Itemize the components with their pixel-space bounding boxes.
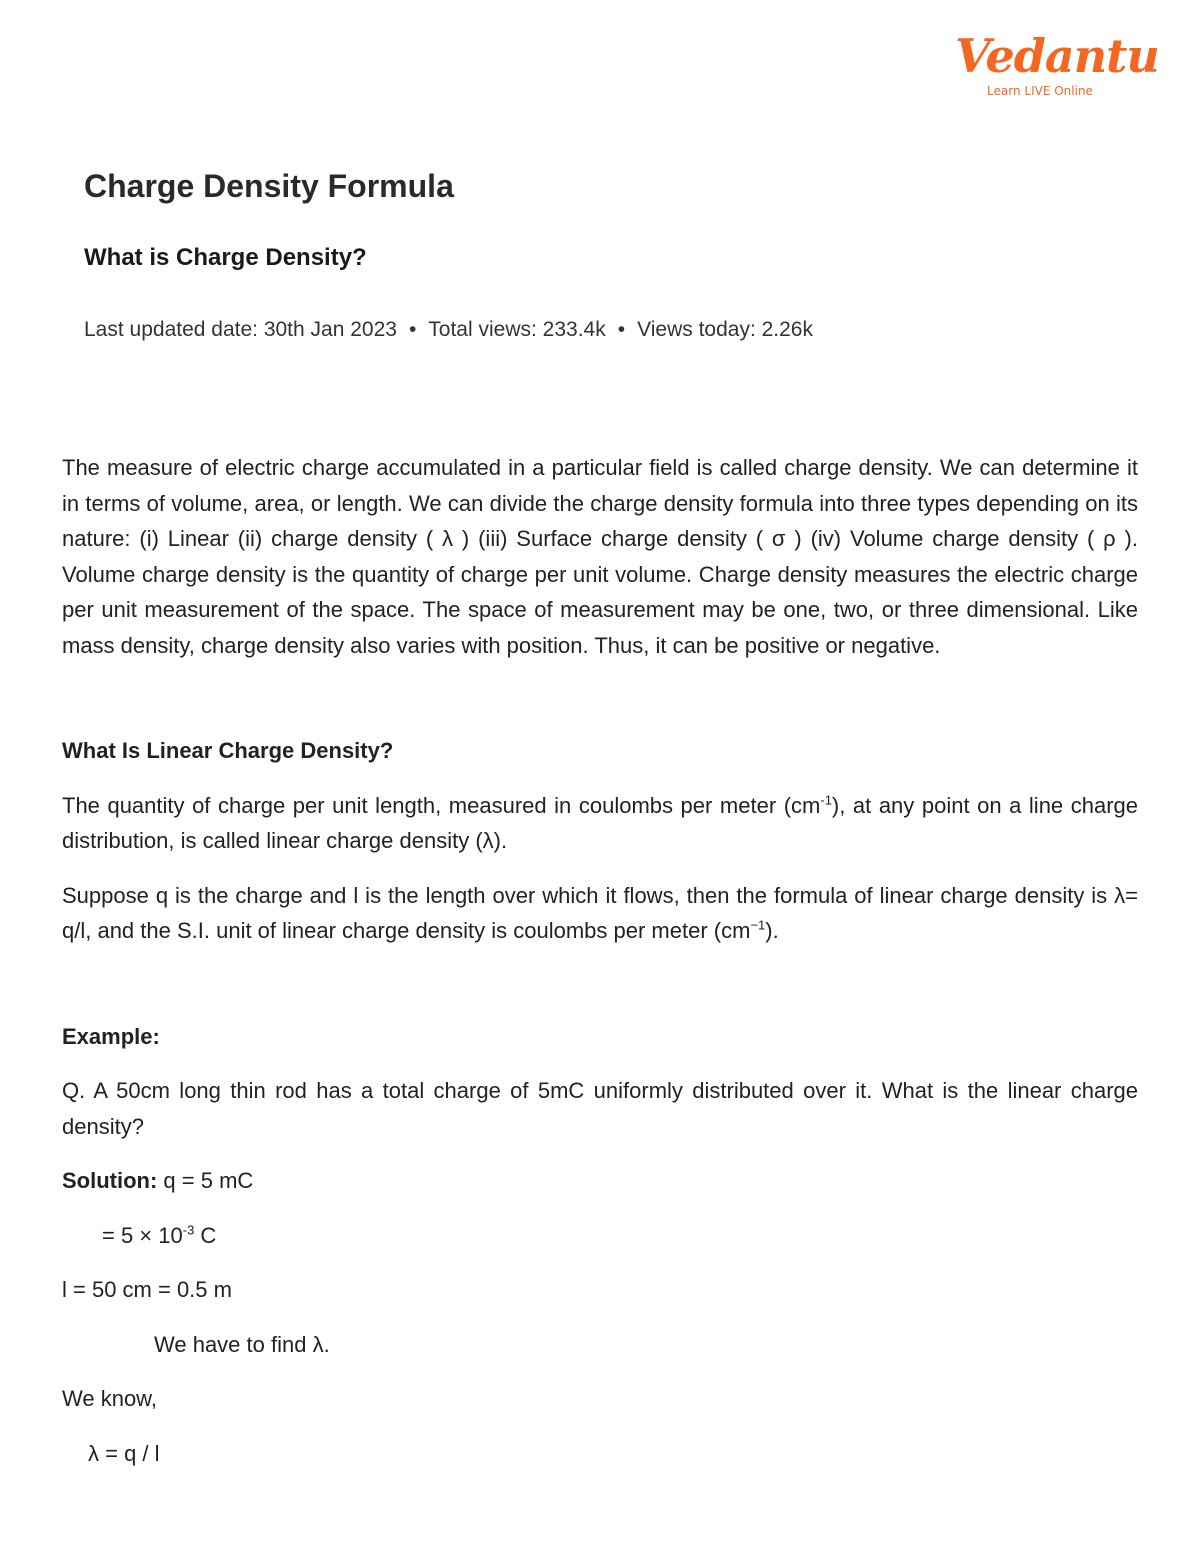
linear-heading: What Is Linear Charge Density? bbox=[62, 738, 394, 763]
text-span: C bbox=[194, 1222, 217, 1248]
solution-label: Solution: bbox=[62, 1168, 158, 1193]
solution-step: λ = q / l bbox=[88, 1440, 160, 1466]
text-span: Suppose q is the charge and l is the length over which it flows, then the formula of linear charge density is λ= q/l, and the S.I. unit of linear charge density is coulombs per meter (cm bbox=[62, 882, 1138, 943]
logo-wordmark: Vedantu bbox=[955, 29, 1159, 83]
text-span: The quantity of charge per unit length, measured in coulombs per meter (cm bbox=[62, 792, 821, 818]
logo-tagline: Learn LIVE Online bbox=[987, 84, 1093, 98]
linear-definition-paragraph bbox=[62, 788, 1138, 859]
text-span: = 5 × 10 bbox=[102, 1222, 183, 1248]
vedantu-logo[interactable] bbox=[955, 29, 1159, 98]
intro-paragraph: The measure of electric charge accumulated in a particular field is called charge density. We can determine it in terms of volume, area, or length. We can divide the charge density formula into three types depending on its nature: (i) Linear (ii) charge density ( λ ) (iii) Surface charge density ( σ ) (iv) Volume charge density ( ρ ). Volume charge density is the quantity of charge per unit volume. Charge density measures the electric charge per unit measurement of the space. The space of measurement may be one, two, or three dimensional. Like mass density, charge density also varies with position. Thus, it can be positive or negative. bbox=[62, 455, 1138, 658]
article-body bbox=[62, 450, 1138, 1471]
page-subtitle: What is Charge Density? bbox=[84, 244, 367, 271]
text-span: ), at any point on a line charge distribution, is called linear charge density (λ). bbox=[62, 792, 1138, 853]
solution-step: We have to find λ. bbox=[154, 1331, 330, 1357]
meta-separator: • bbox=[617, 318, 626, 341]
solution-line bbox=[62, 1163, 1138, 1199]
solution-step: l = 50 cm = 0.5 m bbox=[62, 1277, 232, 1302]
meta-separator: • bbox=[408, 318, 417, 341]
superscript: -3 bbox=[182, 1222, 195, 1238]
page-title: Charge Density Formula bbox=[84, 168, 454, 204]
example-question: Q. A 50cm long thin rod has a total charge of 5mC uniformly distributed over it. What is the linear charge density? bbox=[62, 1078, 1138, 1139]
solution-step: We know, bbox=[62, 1386, 157, 1411]
superscript: -1 bbox=[820, 792, 832, 808]
text-span: ). bbox=[765, 918, 779, 943]
superscript: −1 bbox=[750, 917, 766, 933]
total-views: Total views: 233.4k bbox=[428, 318, 606, 341]
text-span: q = 5 mC bbox=[157, 1168, 254, 1193]
views-today: Views today: 2.26k bbox=[637, 318, 813, 341]
last-updated: Last updated date: 30th Jan 2023 bbox=[84, 318, 397, 341]
linear-formula-paragraph bbox=[62, 878, 1138, 949]
solution-step bbox=[62, 1218, 1138, 1254]
example-heading: Example: bbox=[62, 1023, 160, 1049]
article-meta bbox=[84, 318, 813, 342]
